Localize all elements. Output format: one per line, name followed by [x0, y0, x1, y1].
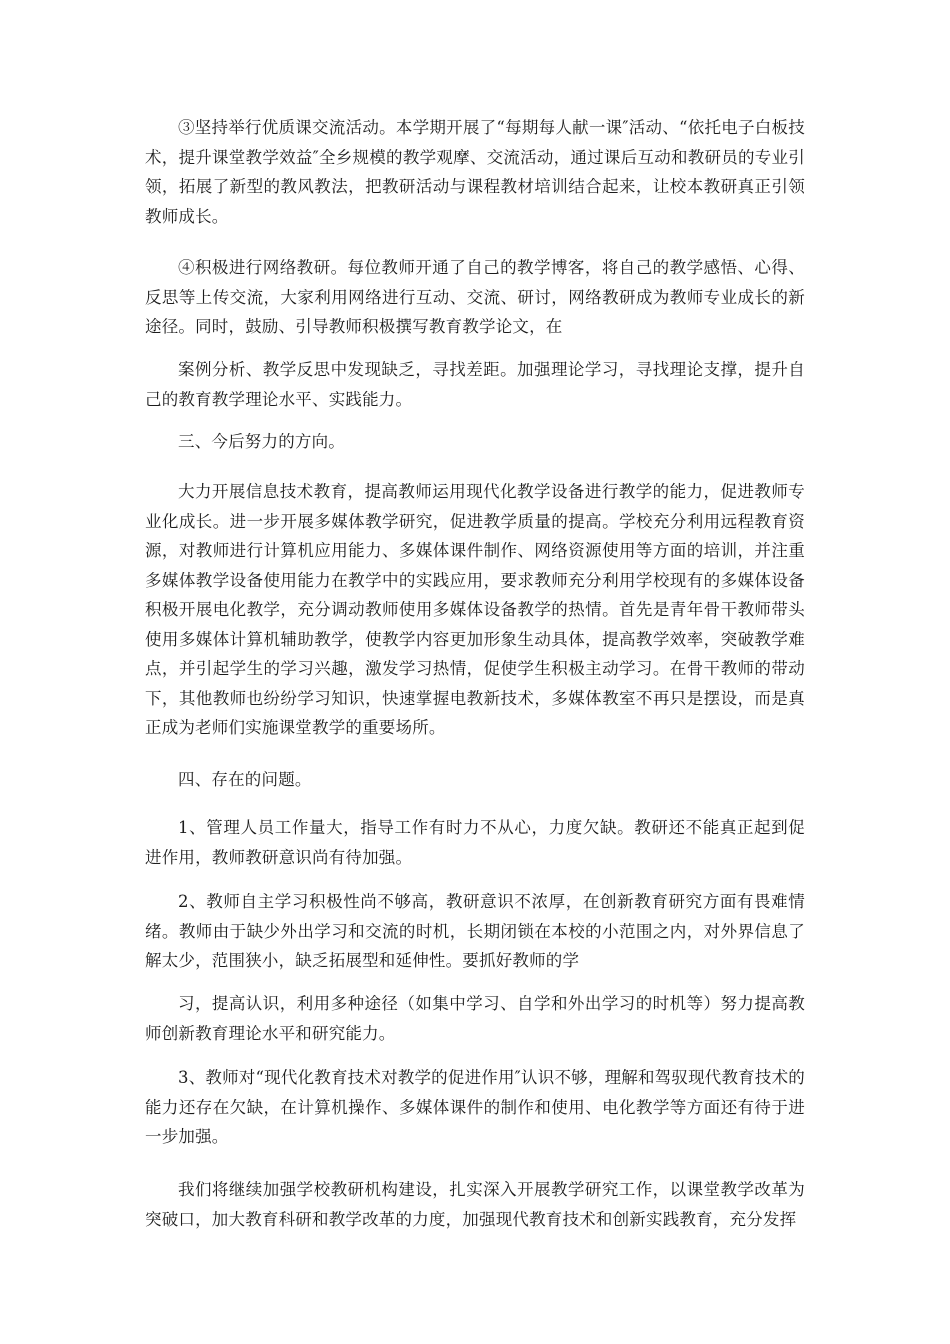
paragraph-information-technology: 大力开展信息技术教育，提高教师运用现代化教学设备进行教学的能力，促进教师专业化成长。进一步开展多媒体教学研究，促进教学质量的提高。学校充分利用远程教育资源，对教师进行计算机应用能力、多媒体课件制作、网络资源使用等方面的培训，并注重多媒体教学设备使用能力在教学中的实践应用，要求教师充分利用学校现有的多媒体设备积极开展电化教学，充分调动教师使用多媒体设备教学的热情。首先是青年骨干教师带头使用多媒体计算机辅助教学，使教学内容更加形象生动具体，提高教学效率，突破教学难点，并引起学生的学习兴趣，激发学习热情，促使学生积极主动学习。在骨干教师的带动下，其他教师也纷纷学习知识，快速掌握电教新技术，多媒体教室不再只是摆设，而是真正成为老师们实施课堂教学的重要场所。: [145, 482, 805, 737]
section-heading-future-direction: 三、今后努力的方向。: [178, 432, 345, 451]
paragraph-quality-lesson-exchange: ③坚持举行优质课交流活动。本学期开展了“每期每人献一课″活动、“依托电子白板技术，提升课堂教学效益″全乡规模的教学观摩、交流活动，通过课后互动和教研员的专业引领，拓展了新型的教风教法，把教研活动与课程教材培训结合起来，让校本教研真正引领教师成长。: [145, 118, 805, 226]
paragraph-case-analysis: 案例分析、教学反思中发现缺乏，寻找差距。加强理论学习，寻找理论支撑，提升自己的教育教学理论水平、实践能力。: [145, 360, 805, 409]
section-heading-existing-problems: 四、存在的问题。: [178, 770, 312, 789]
paragraph-problem-2-continued: 习，提高认识，利用多种途径（如集中学习、自学和外出学习的时机等）努力提高教师创新教育理论水平和研究能力。: [145, 994, 805, 1043]
paragraph-problem-3: 3、教师对“现代化教育技术对教学的促进作用″认识不够，理解和驾驭现代教育技术的能力还存在欠缺，在计算机操作、多媒体课件的制作和使用、电化教学等方面还有待于进一步加强。: [145, 1068, 805, 1146]
paragraph-online-teaching-research: ④积极进行网络教研。每位教师开通了自己的教学博客，将自己的教学感悟、心得、反思等上传交流，大家利用网络进行互动、交流、研讨，网络教研成为教师专业成长的新途径。同时，鼓励、引导教师积极撰写教育教学论文，在: [145, 258, 805, 336]
paragraph-problem-1: 1、管理人员工作量大，指导工作有时力不从心，力度欠缺。教研还不能真正起到促进作用，教师教研意识尚有待加强。: [145, 818, 805, 867]
paragraph-conclusion: 我们将继续加强学校教研机构建设，扎实深入开展教学研究工作，以课堂教学改革为突破口，加大教育科研和教学改革的力度，加强现代教育技术和创新实践教育，充分发挥: [145, 1180, 805, 1229]
paragraph-problem-2: 2、教师自主学习积极性尚不够高，教研意识不浓厚，在创新教育研究方面有畏难情绪。教师由于缺少外出学习和交流的时机，长期闭锁在本校的小范围之内，对外界信息了解太少，范围狭小，缺乏拓展型和延伸性。要抓好教师的学: [145, 892, 805, 970]
